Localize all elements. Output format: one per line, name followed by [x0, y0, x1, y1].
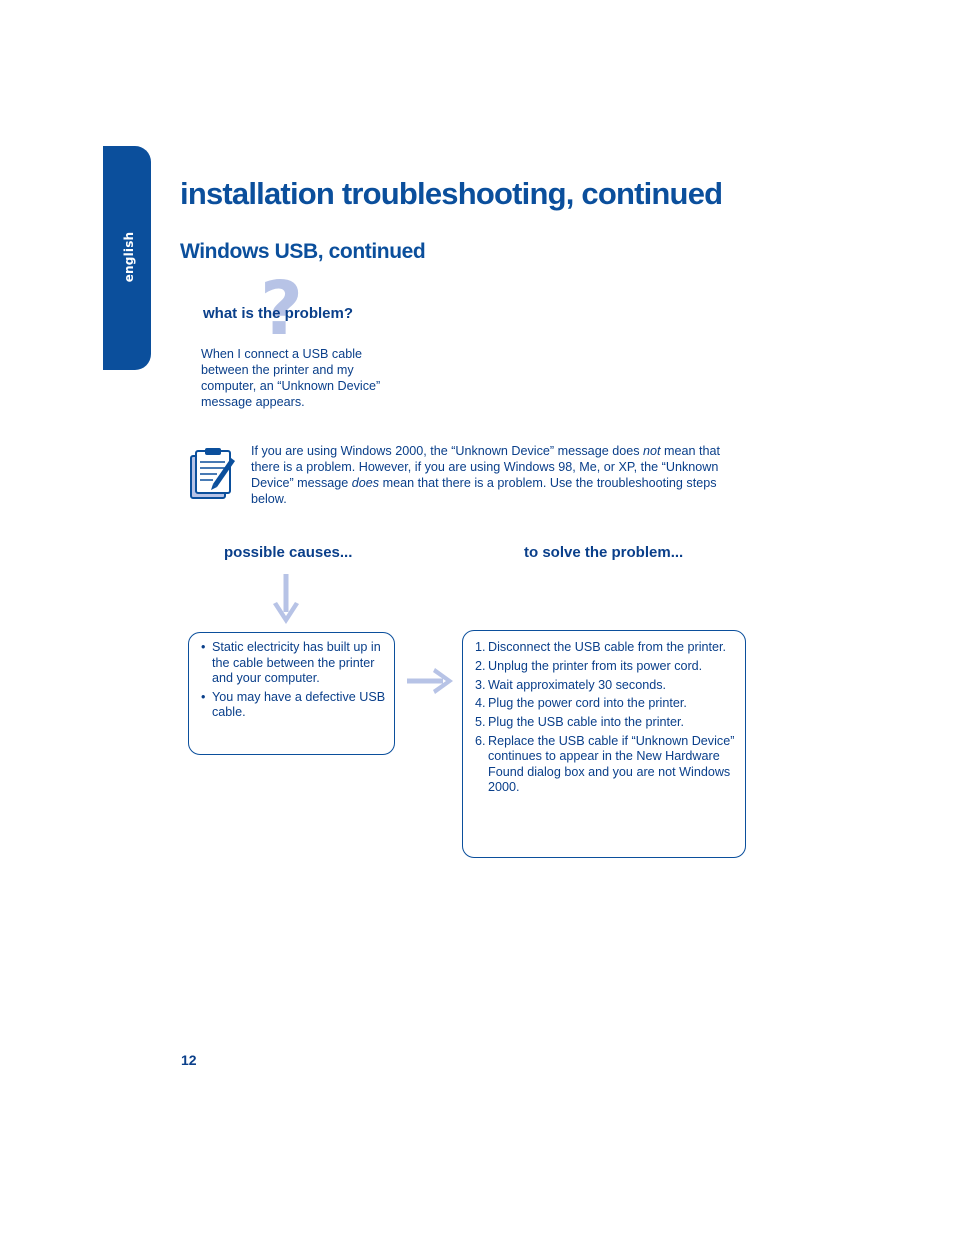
solve-problem-heading: to solve the problem...: [524, 544, 684, 561]
list-item: [475, 678, 737, 694]
step-number: 1.: [475, 640, 486, 654]
question-mark-icon: ?: [260, 266, 303, 352]
list-item: [475, 734, 737, 796]
step-number: 6.: [475, 733, 486, 748]
solution-steps: [475, 640, 737, 799]
note-emphasis-does: does: [351, 476, 380, 490]
note-text-part: mean that there is a problem. However, if you are using Windows 98, Me, or XP, the “Unknown Device” message: [251, 444, 721, 490]
step-text: Wait approximately 30 seconds.: [488, 677, 667, 692]
list-item: • Static electricity has built up in the cable between the printer and your computer.: [200, 640, 388, 687]
step-number: 2.: [475, 658, 486, 673]
language-tab-label: english: [122, 231, 136, 283]
list-item: [475, 659, 737, 675]
possible-causes-heading: possible causes...: [224, 544, 353, 561]
list-item: • You may have a defective USB cable.: [200, 690, 388, 721]
step-number: 3.: [475, 677, 486, 692]
list-item: [475, 696, 737, 712]
step-text: Disconnect the USB cable from the printer.: [488, 640, 726, 654]
note-emphasis-not: not: [643, 444, 661, 458]
problem-heading: what is the problem?: [203, 305, 354, 322]
page-title: installation troubleshooting, continued: [180, 176, 723, 211]
section-title: Windows USB, continued: [180, 240, 426, 263]
notepad-icon: [187, 446, 237, 502]
step-text: Plug the USB cable into the printer.: [488, 715, 685, 730]
step-number: 5.: [475, 715, 486, 730]
list-item: [475, 640, 737, 656]
step-text: Replace the USB cable if “Unknown Device” continues to appear in the New Hardware Found dialog box and you are not Windows 2000.: [488, 733, 735, 795]
note-text-part: mean that there is a problem. Use the troubleshooting steps below.: [251, 476, 717, 506]
step-number: 4.: [475, 696, 486, 711]
causes-list: [200, 640, 388, 724]
step-text: Plug the power cord into the printer.: [488, 696, 687, 711]
list-item: [475, 715, 737, 731]
note-text: [251, 443, 746, 507]
down-arrow-icon: [271, 574, 301, 626]
page-number: 12: [181, 1052, 197, 1068]
right-arrow-icon: [407, 666, 455, 696]
note-text-part: If you are using Windows 2000, the “Unknown Device” message does: [251, 444, 644, 458]
step-text: Unplug the printer from its power cord.: [488, 658, 703, 673]
problem-description: When I connect a USB cable between the printer and my computer, an “Unknown Device” message appears.: [201, 347, 381, 409]
